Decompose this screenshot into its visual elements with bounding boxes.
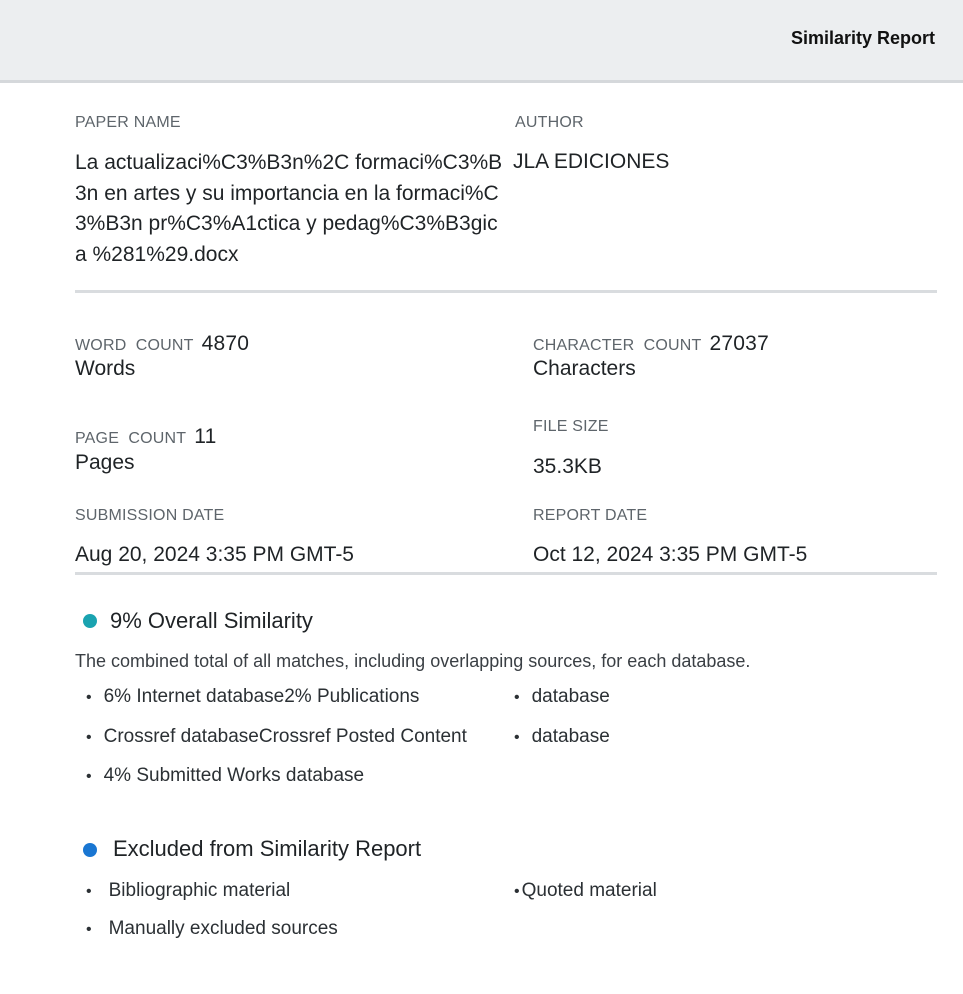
author-name: JLA EDICIONES [513,150,670,173]
divider [75,572,937,575]
list-item: • 6% Internet database2% Publications [86,686,420,707]
similarity-item-text: Crossref databaseCrossref Posted Content [103,726,467,747]
file-size-label: FILE SIZE [533,418,609,435]
word-count-value: 4870 [201,332,250,355]
excluded-dot-icon [83,843,97,857]
similarity-item-text: database [531,686,610,707]
excluded-item-text: Quoted material [521,880,657,901]
divider [75,290,937,293]
word-count-label [75,332,249,356]
page-count-unit: Pages [75,451,135,474]
page-count-label-text: PAGE COUNT [75,430,187,447]
character-count-value: 27037 [709,332,769,355]
report-header-bar [0,0,963,83]
word-count-label-text: WORD COUNT [75,337,194,354]
similarity-heading: 9% Overall Similarity [110,608,313,633]
character-count-unit: Characters [533,357,636,380]
similarity-item-text: 4% Submitted Works database [103,765,365,786]
character-count-label [533,332,769,356]
excluded-heading: Excluded from Similarity Report [113,836,422,861]
paper-name: La actualizaci%C3%B3n%2C formaci%C3%B3n en artes y su importancia en la formaci%C3%B3n pr%C3%A1ctica y pedag%C3%B3gica %281%29.docx [75,151,503,266]
character-count-label-text: CHARACTER COUNT [533,337,702,354]
list-item: • Quoted material [514,880,657,901]
excluded-item-text: Bibliographic material [108,880,291,901]
page-count-label [75,425,216,449]
report-date-label: REPORT DATE [533,507,648,524]
word-count-unit: Words [75,357,136,380]
list-item: • Bibliographic material [86,880,291,901]
list-item: • 4% Submitted Works database [86,765,365,786]
list-item: • Manually excluded sources [86,918,338,939]
paper-name-label: PAPER NAME [75,114,181,131]
list-item: • Crossref databaseCrossref Posted Content [86,726,467,747]
similarity-item-text: 6% Internet database2% Publications [103,686,420,707]
similarity-item-text: database [531,726,610,747]
similarity-description: The combined total of all matches, including overlapping sources, for each database. [75,651,751,671]
submission-date-value: Aug 20, 2024 3:35 PM GMT-5 [75,543,354,566]
similarity-dot-icon [83,614,97,628]
list-item: • database [514,726,610,747]
excluded-item-text: Manually excluded sources [108,918,338,939]
file-size-value: 35.3KB [533,455,602,478]
page-count-value: 11 [194,425,217,448]
submission-date-label: SUBMISSION DATE [75,507,225,524]
list-item: • database [514,686,610,707]
author-label: AUTHOR [515,114,584,131]
report-title: Similarity Report [790,28,935,48]
report-date-value: Oct 12, 2024 3:35 PM GMT-5 [533,543,808,566]
